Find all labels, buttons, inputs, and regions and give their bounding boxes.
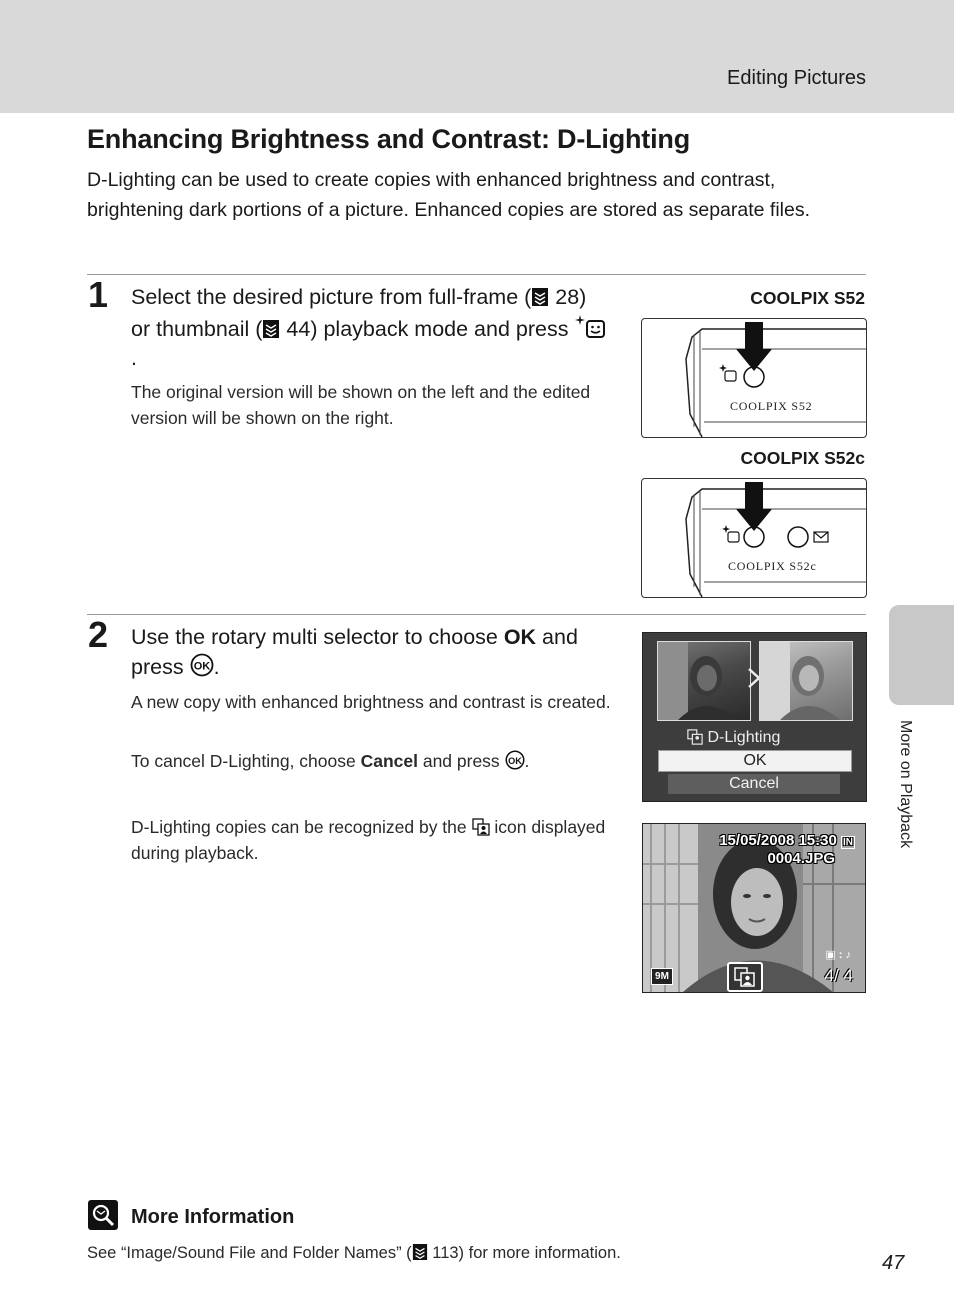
step2-body-2 — [131, 749, 611, 775]
step2-body-3 — [131, 815, 611, 866]
ok-button-icon — [190, 653, 214, 677]
book-ref-icon — [531, 287, 549, 307]
ok-button-icon — [505, 750, 525, 770]
more-information-text-part: See “Image/Sound File and Folder Names” ( — [87, 1244, 412, 1262]
camera-a-label: COOLPIX S52 — [750, 288, 865, 308]
step2-number: 2 — [88, 614, 109, 655]
book-ref-icon — [412, 1243, 428, 1261]
camera-a-illustration — [641, 318, 867, 438]
step1-heading-text: 44) playback mode and press — [280, 316, 575, 341]
playback-datetime — [719, 832, 855, 849]
internal-memory-icon: IN — [843, 837, 853, 848]
enhanced-thumbnail — [759, 641, 853, 721]
camera-a-drawing — [642, 319, 866, 437]
more-information-heading: More Information — [131, 1206, 295, 1228]
playback-filename: 0004.JPG — [767, 850, 835, 867]
d-lighting-button-icon — [574, 313, 608, 339]
step2-body-2-text: . — [524, 751, 530, 771]
svg-text:OK: OK — [193, 660, 210, 672]
voice-memo-indicator-icon: ▣ : ♪ — [825, 949, 851, 961]
step2-body-2-text: To cancel D-Lighting, choose — [131, 751, 361, 771]
camera-a-model-text: COOLPIX S52 — [730, 399, 813, 413]
more-information-text — [87, 1243, 621, 1263]
step1-body: The original version will be shown on the left and the edited version will be shown on the right. — [131, 382, 591, 428]
step2-heading-ok: OK — [503, 625, 537, 649]
menu-option-ok[interactable]: OK — [658, 750, 852, 772]
book-ref-icon — [262, 319, 280, 339]
menu-title — [687, 729, 780, 747]
step1-number: 1 — [88, 274, 109, 315]
original-thumbnail — [657, 641, 751, 721]
section-name: Editing Pictures — [727, 67, 866, 89]
d-lighting-playback-icon — [727, 962, 763, 992]
svg-text:OK: OK — [507, 755, 522, 766]
step2-heading-text: and press — [131, 625, 578, 679]
camera-b-model-text: COOLPIX S52c — [728, 559, 817, 573]
more-information-icon — [88, 1200, 118, 1230]
step2-body-3-text: icon displayed during playback. — [131, 817, 606, 863]
menu-title-text: D-Lighting — [707, 729, 781, 746]
playback-datetime-text: 15/05/2008 15:30 — [719, 832, 837, 849]
page-title: Enhancing Brightness and Contrast: D-Lighting — [87, 124, 690, 154]
step1-divider — [87, 274, 866, 275]
step2-body-3-text: D-Lighting copies can be recognized by the — [131, 817, 472, 837]
playback-counter: 4/ 4 — [824, 966, 853, 985]
step1-heading — [131, 283, 611, 374]
playback-screen — [642, 823, 866, 993]
chapter-tab — [889, 605, 954, 705]
step1-heading-text: 28) or thumbnail ( — [131, 285, 587, 341]
image-mode-icon: 9M — [651, 968, 673, 985]
d-lighting-menu-screen — [642, 632, 867, 802]
camera-b-illustration — [641, 478, 867, 598]
step2-heading-text: Use the rotary multi selector to choose — [131, 625, 504, 649]
camera-b-drawing — [642, 479, 866, 597]
d-lighting-copy-icon — [687, 729, 703, 745]
more-information-text-part: 113) for more information. — [427, 1244, 621, 1262]
step2-body-1: A new copy with enhanced brightness and contrast is created. — [131, 692, 611, 712]
step1-heading-text: Select the desired picture from full-frame ( — [131, 285, 532, 309]
camera-b-label: COOLPIX S52c — [740, 448, 865, 468]
step2-body-2-cancel: Cancel — [360, 751, 418, 771]
step2-body-2-text: and press — [417, 751, 505, 771]
header-band — [0, 0, 954, 113]
intro-paragraph: D-Lighting can be used to create copies with enhanced brightness and contrast, brightening dark portions of a picture. Enhanced copies are stored as separate files. — [87, 169, 811, 221]
menu-option-cancel[interactable]: Cancel — [668, 774, 840, 794]
d-lighting-copy-icon — [472, 818, 490, 836]
step2-heading — [131, 623, 611, 682]
side-chapter-label: More on Playback — [897, 720, 914, 849]
step1-heading-text: . — [131, 346, 137, 370]
step2-heading-text: . — [213, 654, 220, 679]
page-number: 47 — [882, 1252, 905, 1274]
step2-divider — [87, 614, 866, 615]
